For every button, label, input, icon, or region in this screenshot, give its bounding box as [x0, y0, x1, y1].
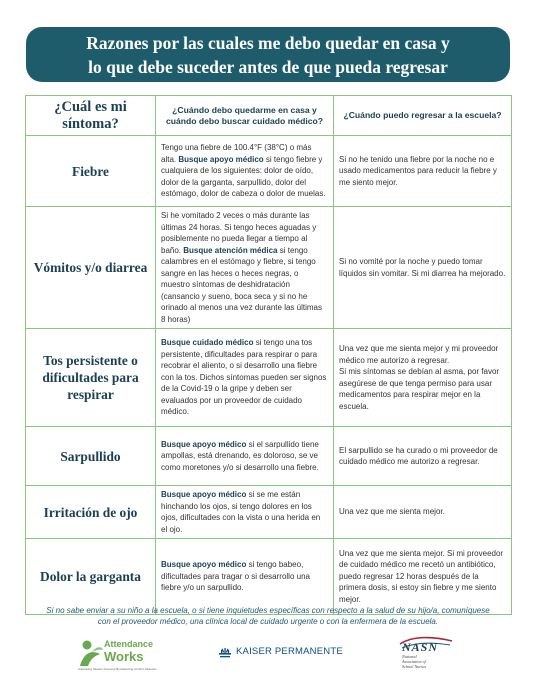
emphasis-text: Busque cuidado médico [161, 338, 254, 348]
emphasis-text: Busque apoyo médico [161, 560, 247, 570]
emphasis-text: Busque apoyo médico [161, 490, 247, 499]
body-text: si el sarpullido tiene ampollas, está drenando, es doloroso, se ve como moretones y/o si desarrollo una fiebre. [161, 439, 319, 472]
attendance-logo-line1: Attendance [104, 639, 154, 649]
attendance-logo-tagline: Advancing Student Success By Reducing Chronic Absence [78, 667, 157, 671]
title-line-1: Razones por las cuales me debo quedar en casa y [86, 33, 450, 53]
stay-home-cell [156, 486, 334, 539]
nasn-line-3: School Nurses [402, 664, 427, 669]
body-text: Si he vomitado 2 veces o más durante las últimas 24 horas. Si tengo heces aguadas y posiblemente no pueda llegar a tiempo al baño. [161, 211, 317, 255]
symptom-cell: Irritación de ojo [26, 486, 156, 539]
body-text: si tengo fiebre y cualquiera de los siguientes: dolor de oído, dolor de la garganta, sarpullido, dolor del estómago, dolor de cabeza o dolor de muelas. [161, 154, 326, 199]
symptom-table [25, 95, 512, 615]
stay-home-cell [156, 329, 334, 427]
nasn-text [402, 654, 426, 669]
body-text: Tengo una fiebre de 100.4°F (38°C) o más alta. [161, 143, 312, 164]
nasn-logo [398, 636, 458, 678]
title-line-2: lo que debe suceder antes de que pueda regresar [88, 57, 448, 77]
header-symptom: ¿Cuál es mi síntoma? [26, 96, 156, 136]
stay-home-cell [156, 427, 334, 486]
return-cell: Una vez que me sienta mejor. Si mi proveedor de cuidado médico me recetó un antibiótico, puedo regresar 12 horas después de la primera dosis, si estoy sin fiebre y me siento mejor. [334, 539, 512, 615]
stay-home-cell [156, 207, 334, 329]
attendance-works-icon [78, 638, 104, 668]
table-row [26, 136, 512, 207]
attendance-works-logo [78, 636, 188, 676]
attendance-logo-line2: Works [104, 649, 144, 664]
table-row [26, 329, 512, 427]
body-text: si tengo una tos persistente, dificultades para respirar o para recobrar el aliento, o si desarrollo una fiebre con la tos. Dichos síntomas pueden ser signos de la Covid-19 o la gripe y deben ser evaluados por un proveedor de cuidado médico. [161, 338, 327, 417]
kaiser-sun-icon [216, 643, 234, 659]
header-stay-home: ¿Cuándo debo quedarme en casa y cuándo debo buscar cuidado médico? [156, 96, 334, 136]
symptom-cell: Dolor la garganta [26, 539, 156, 615]
symptom-cell: Vómitos y/o diarrea [26, 207, 156, 329]
table-header-row [26, 96, 512, 136]
kaiser-wordmark: KAISER PERMANENTE [236, 646, 343, 657]
symptom-cell: Sarpullido [26, 427, 156, 486]
nasn-mark: NASN [402, 640, 439, 654]
table-row [26, 427, 512, 486]
header-return: ¿Cuándo puedo regresar a la escuela? [334, 96, 512, 136]
kaiser-permanente-logo [216, 643, 346, 663]
body-text: si tengo babeo, dificultades para tragar o si desarrollo una fiebre y/o un sarpullido. [161, 560, 310, 593]
table-row [26, 207, 512, 329]
stay-home-cell [156, 136, 334, 207]
footer-note: Si no sabe enviar a su niño a la escuela, o si tiene inquietudes específicas con respecto a la salud de su hijo/a, comuníquese con el proveedor médico, una clínica local de cuidado urgente o con la enfermera de la escuela. [46, 606, 490, 626]
return-cell: Una vez que me sienta mejor y mi proveedor médico me autorizo a regresar. Si mis síntomas se debían al asma, por favor asegúrese de que tenga permiso para usar medicamentos para respirar mejor en la escuela. [334, 329, 512, 427]
return-cell: Si no vomité por la noche y puedo tomar líquidos sin vomitar. Si mi diarrea ha mejorado. [334, 207, 512, 329]
table-row [26, 486, 512, 539]
emphasis-text: Busque apoyo médico [178, 154, 264, 164]
title-banner [26, 27, 510, 82]
emphasis-text: Busque atención médica [183, 245, 278, 255]
stay-home-cell [156, 539, 334, 615]
emphasis-text: Busque apoyo médico [161, 439, 247, 449]
return-cell: El sarpullido se ha curado o mi proveedor de cuidado médico me autorizo a regresar. [334, 427, 512, 486]
return-cell: Si no he tenido una fiebre por la noche no e usado medicamentos para reducir la fiebre y me siento mejor. [334, 136, 512, 207]
body-text: si tengo calambres en el estómago y fiebre, si tengo sangre en las heces o heces negras, o muestro síntomas de deshidratación (cansancio y sueno, boca seca y si no he orinado al menos una vez durante las últimas 8 horas) [161, 245, 322, 324]
body-text: si se me están hinchando los ojos, si tengo dolores en los ojos, dificultades con la vista o una herida en el ojo. [161, 490, 321, 534]
table-row [26, 539, 512, 615]
nasn-line-1: National [402, 654, 417, 659]
symptom-cell: Tos persistente o dificultades para respirar [26, 329, 156, 427]
symptom-cell: Fiebre [26, 136, 156, 207]
nasn-line-2: Association of [402, 659, 426, 664]
return-cell: Una vez que me sienta mejor. [334, 486, 512, 539]
